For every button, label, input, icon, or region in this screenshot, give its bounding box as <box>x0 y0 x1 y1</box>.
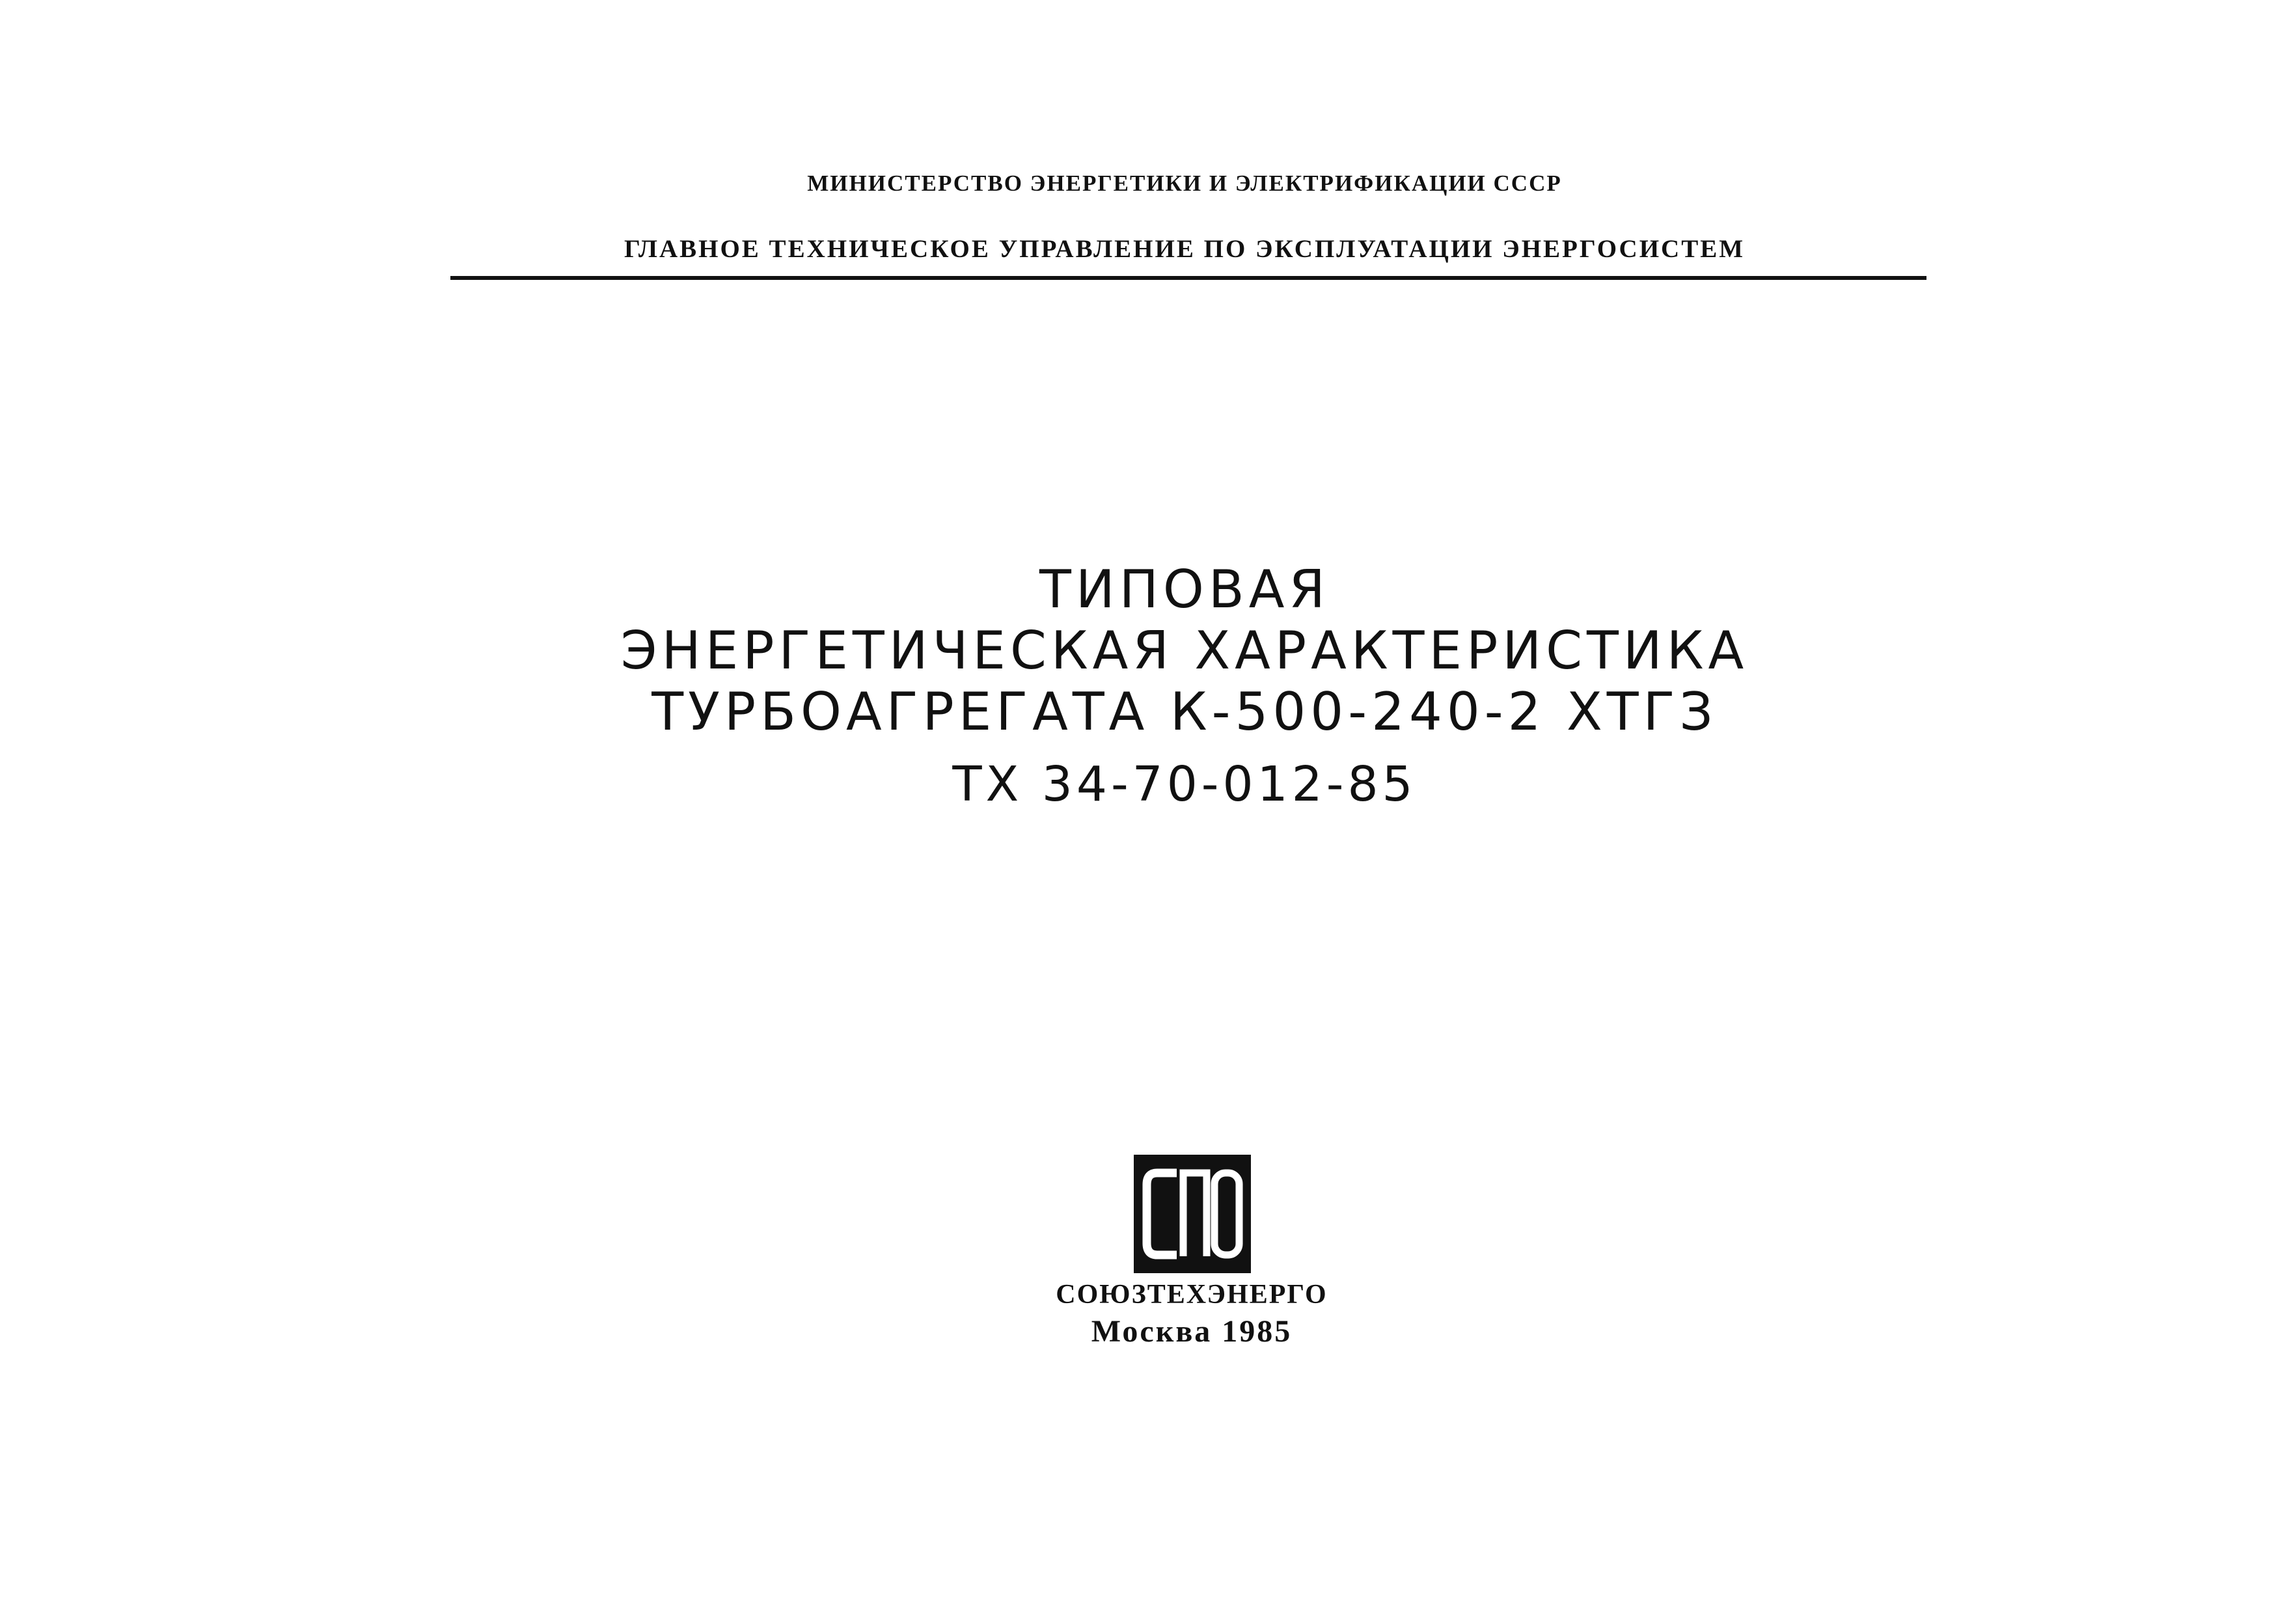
document-code: ТХ 34-70-012-85 <box>952 756 1417 812</box>
logo-letter-s <box>1147 1173 1177 1255</box>
spo-logo-mark <box>1134 1155 1251 1273</box>
document-title <box>0 559 2289 812</box>
logo-letter-p <box>1183 1173 1207 1256</box>
title-line-2: ЭНЕРГЕТИЧЕСКАЯ ХАРАКТЕРИСТИКА <box>620 620 1749 681</box>
header-rule <box>450 276 1926 280</box>
ministry-line: МИНИСТЕРСТВО ЭНЕРГЕТИКИ И ЭЛЕКТРИФИКАЦИИ СССР <box>807 171 1562 196</box>
title-line-3: ТУРБОАГРЕГАТА К-500-240-2 ХТГЗ <box>651 681 1718 742</box>
publisher-name: СОЮЗТЕХЭНЕРГО <box>1056 1280 1328 1310</box>
title-line-1: ТИПОВАЯ <box>1039 559 1330 620</box>
publisher-city-year: Москва 1985 <box>1091 1314 1293 1349</box>
spo-logo <box>1134 1155 1251 1273</box>
directorate-line: ГЛАВНОЕ ТЕХНИЧЕСКОЕ УПРАВЛЕНИЕ ПО ЭКСПЛУАТАЦИИ ЭНЕРГОСИСТЕМ <box>624 235 1746 263</box>
logo-letter-o <box>1214 1173 1239 1255</box>
